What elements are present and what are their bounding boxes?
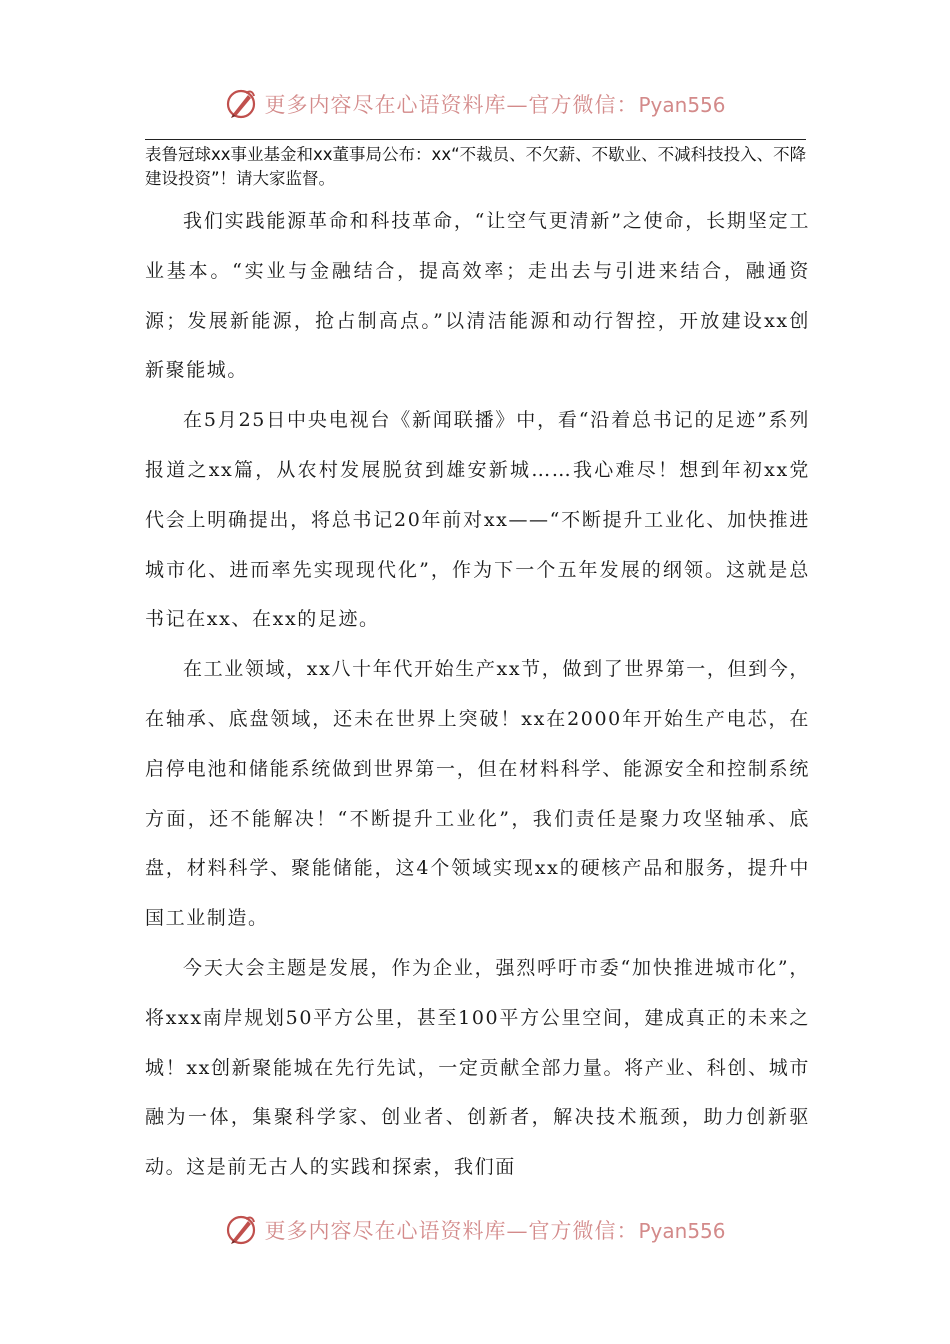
header-wechat-id: Pyan556 xyxy=(638,93,726,117)
footer-wechat-id: Pyan556 xyxy=(638,1219,726,1243)
footer-banner-text: 更多内容尽在心语资料库—官方微信：Pyan556 xyxy=(264,1219,726,1243)
document-body xyxy=(145,197,810,1193)
body-paragraph: 今天大会主题是发展，作为企业，强烈呼吁市委“加快推进城市化”，将xxx南岸规划50平方公里，甚至100平方公里空间，建成真正的未来之城！xx创新聚能城在先行先试，一定贡献全部力量。将产业、科创、城市融为一体，集聚科学家、创业者、创新者，解决技术瓶颈，助力创新驱动。这是前无古人的实践和探索，我们面 xyxy=(145,956,810,1179)
header-banner-text: 更多内容尽在心语资料库—官方微信：Pyan556 xyxy=(264,93,726,117)
body-paragraph: 我们实践能源革命和科技革命，“让空气更清新”之使命，长期坚定工业基本。“实业与金融结合，提高效率；走出去与引进来结合，融通资源；发展新能源，抢占制高点。”以清洁能源和动行智控，开放建设xx创新聚能城。 xyxy=(145,210,810,382)
body-paragraph: 在工业领域，xx八十年代开始生产xx节，做到了世界第一，但到今，在轴承、底盘领域，还未在世界上突破！xx在2000年开始生产电芯，在启停电池和储能系统做到世界第一，但在材料科学、能源安全和控制系统方面，还不能解决！“不断提升工业化”，我们责任是聚力攻坚轴承、底盘，材料科学、聚能储能，这4个领域实现xx的硬核产品和服务，提升中国工业制造。 xyxy=(145,658,810,930)
pen-logo-icon xyxy=(224,1213,258,1247)
header-banner xyxy=(0,82,950,126)
body-paragraph: 在5月25日中央电视台《新闻联播》中，看“沿着总书记的足迹”系列报道之xx篇，从农村发展脱贫到雄安新城……我心难尽！想到年初xx党代会上明确提出，将总书记20年前对xx——“不断提升工业化、加快推进城市化、进而率先实现现代化”，作为下一个五年发展的纲领。这就是总书记在xx、在xx的足迹。 xyxy=(145,409,810,631)
lead-paragraph: 表鲁冠球xx事业基金和xx董事局公布：xx“不裁员、不欠薪、不歇业、不减科技投入、不降建设投资”！请大家监督。 xyxy=(145,145,807,188)
footer-banner xyxy=(0,1208,950,1252)
pen-logo-icon xyxy=(224,87,258,121)
header-rule xyxy=(145,139,806,140)
